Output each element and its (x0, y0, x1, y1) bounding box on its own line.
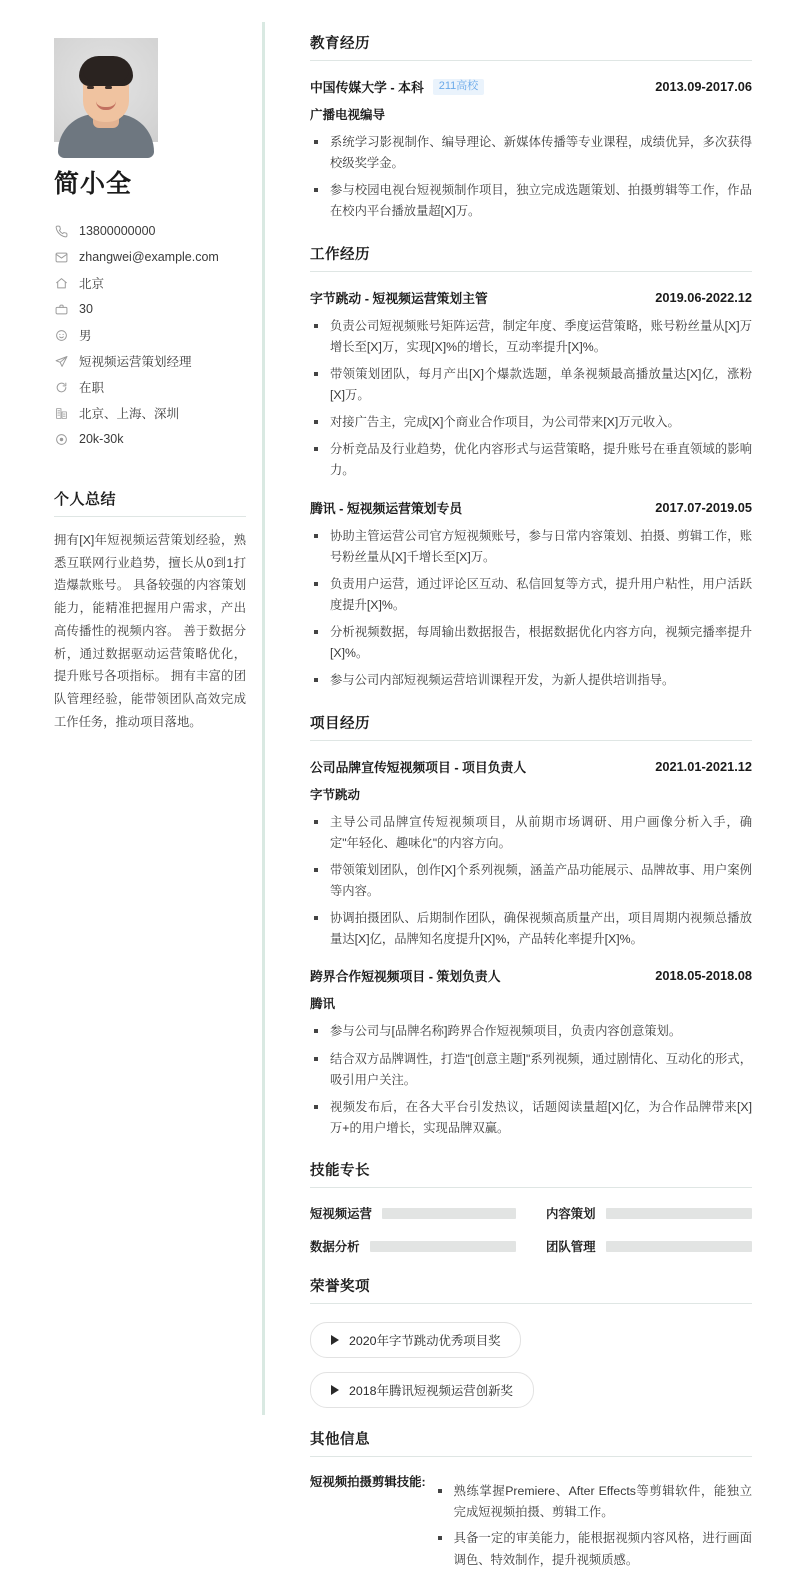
contact-salary (54, 426, 236, 452)
list-item: 熟练掌握Premiere、After Effects等剪辑软件，能独立完成短视频拍摄、剪辑工作。 (434, 1481, 752, 1523)
list-item: 主导公司品牌宣传短视频项目，从前期市场调研、用户画像分析入手，确定"年轻化、趣味化"的内容方向。 (310, 812, 752, 854)
column-divider (262, 22, 265, 1415)
work-bullets (310, 316, 752, 482)
list-item: 带领策划团队，创作[X]个系列视频，涵盖产品功能展示、品牌故事、用户案例等内容。 (310, 860, 752, 902)
education-school: 中国传媒大学 - 本科 (310, 80, 424, 95)
education-date: 2013.09-2017.06 (655, 79, 752, 94)
list-item: 对接广告主，完成[X]个商业合作项目，为公司带来[X]万元收入。 (310, 412, 752, 433)
contact-job-target (54, 348, 236, 374)
skill-label: 内容策划 (546, 1207, 596, 1222)
avatar-eye-right (105, 86, 112, 89)
award-chip[interactable] (310, 1322, 521, 1358)
project-date: 2021.01-2021.12 (655, 758, 752, 774)
play-triangle-icon (331, 1335, 339, 1345)
contact-gender-value: 男 (79, 329, 92, 343)
work-title: 腾讯 - 短视频运营策划专员 (310, 500, 463, 516)
work-entry (310, 288, 752, 482)
project-title: 跨界合作短视频项目 - 策划负责人 (310, 969, 501, 985)
list-item: 带领策划团队，每月产出[X]个爆款选题，单条视频最高播放量达[X]亿，涨粉[X]万。 (310, 364, 752, 406)
contact-email (54, 244, 236, 270)
list-item: 协助主管运营公司官方短视频账号，参与日常内容策划、拍摄、剪辑工作，账号粉丝量从[X]千增长至[X]万。 (310, 526, 752, 568)
work-entry-head (310, 498, 752, 517)
project-company: 字节跳动 (310, 787, 361, 802)
education-section (310, 32, 752, 223)
project-entry-head (310, 757, 752, 776)
award-label: 2020年字节跳动优秀项目奖 (349, 1334, 501, 1349)
list-item: 视频发布后，在各大平台引发热议，话题阅读量超[X]亿，为合作品牌带来[X]万+的用户增长，实现品牌双赢。 (310, 1097, 752, 1139)
skill-label: 团队管理 (546, 1240, 596, 1255)
project-entry (310, 757, 752, 951)
project-bullets (310, 1021, 752, 1139)
education-major: 广播电视编导 (310, 108, 386, 122)
contact-phone-value: 13800000000 (79, 224, 156, 238)
contact-cities-value: 北京、上海、深圳 (79, 407, 180, 421)
status-badge: 211高校 (433, 79, 485, 95)
other-info-row (310, 1472, 752, 1576)
skill-row (310, 1237, 516, 1255)
project-bullets (310, 812, 752, 951)
contact-list (54, 218, 236, 452)
list-item: 参与公司内部短视频运营培训课程开发，为新人提供培训指导。 (310, 670, 752, 691)
work-date: 2017.07-2019.05 (655, 499, 752, 515)
contact-cities (54, 400, 236, 426)
avatar-hair (79, 56, 133, 86)
list-item: 结合双方品牌调性，打造"[创意主题]"系列视频，通过剧情化、互动化的形式，吸引用户关注。 (310, 1049, 752, 1091)
avatar-eye-left (87, 86, 94, 89)
contact-gender (54, 322, 236, 348)
face-icon (54, 328, 68, 342)
contact-salary-value: 20k-30k (79, 432, 124, 446)
contact-job-status-value: 在职 (79, 381, 105, 395)
play-triangle-icon (331, 1385, 339, 1395)
awards-section (310, 1275, 752, 1408)
list-item: 具备一定的审美能力，能根据视频内容风格，进行画面调色、特效制作，提升视频质感。 (434, 1528, 752, 1570)
contact-age-value: 30 (79, 302, 93, 316)
skill-progress-track (606, 1241, 752, 1252)
other-info-heading: 其他信息 (310, 1428, 752, 1457)
project-title: 公司品牌宣传短视频项目 - 项目负责人 (310, 759, 527, 775)
list-item: 协调拍摄团队、后期制作团队，确保视频高质量产出，项目周期内视频总播放量达[X]亿，品牌知名度提升[X]%，产品转化率提升[X]%。 (310, 908, 752, 950)
project-date: 2018.05-2018.08 (655, 968, 752, 984)
skill-row (546, 1204, 752, 1222)
refresh-icon (54, 380, 68, 394)
awards-row (310, 1322, 752, 1408)
skills-grid (310, 1204, 752, 1255)
education-bullets (310, 132, 752, 223)
contact-location-value: 北京 (79, 277, 105, 291)
skill-row (310, 1204, 516, 1222)
work-date: 2019.06-2022.12 (655, 289, 752, 305)
project-entry (310, 966, 752, 1139)
phone-icon (54, 224, 68, 238)
summary-text: 拥有[X]年短视频运营策划经验，熟悉互联网行业趋势，擅长从0到1打造爆款账号。 具备较强的内容策划能力，能精准把握用户需求，产出高传播性的视频内容。 善于数据分析，通过数据驱动运营策略优化，提升账号各项指标。 拥有丰富的团队管理经验，能带领团队高效完成工作任务，推动项目落地。 (54, 533, 246, 729)
award-chip[interactable] (310, 1372, 534, 1408)
work-entry (310, 498, 752, 692)
skills-heading: 技能专长 (310, 1159, 752, 1188)
education-heading: 教育经历 (310, 32, 752, 61)
contact-job-status (54, 374, 236, 400)
target-icon (54, 432, 68, 446)
skill-label: 短视频运营 (310, 1207, 372, 1222)
skill-label: 数据分析 (310, 1240, 360, 1255)
list-item: 负责用户运营，通过评论区互动、私信回复等方式，提升用户粘性，用户活跃度提升[X]%。 (310, 574, 752, 616)
work-section (310, 243, 752, 692)
award-label: 2018年腾讯短视频运营创新奖 (349, 1384, 513, 1399)
education-school-line (310, 77, 484, 96)
project-entry-head (310, 966, 752, 985)
other-info-section (310, 1428, 752, 1576)
other-info-label: 短视频拍摄剪辑技能: (310, 1475, 426, 1490)
list-item: 分析竞品及行业趋势，优化内容形式与运营策略，提升账号在垂直领域的影响力。 (310, 439, 752, 481)
skill-row (546, 1237, 752, 1255)
education-entry-head (310, 77, 752, 96)
skill-progress-track (382, 1208, 516, 1219)
list-item: 系统学习影视制作、编导理论、新媒体传播等专业课程，成绩优异，多次获得校级奖学金。 (310, 132, 752, 174)
list-item: 参与校园电视台短视频制作项目，独立完成选题策划、拍摄剪辑等工作，作品在校内平台播放量超[X]万。 (310, 180, 752, 222)
home-icon (54, 276, 68, 290)
projects-section (310, 712, 752, 1140)
list-item: 参与公司与[品牌名称]跨界合作短视频项目，负责内容创意策划。 (310, 1021, 752, 1042)
contact-location (54, 270, 236, 296)
contact-email-value: zhangwei@example.com (79, 250, 219, 264)
work-title: 字节跳动 - 短视频运营策划主管 (310, 290, 488, 306)
main-column (264, 0, 794, 1567)
projects-heading: 项目经历 (310, 712, 752, 741)
work-bullets (310, 526, 752, 692)
education-entry (310, 77, 752, 223)
other-info-body (434, 1472, 752, 1576)
project-company: 腾讯 (310, 997, 336, 1012)
paper-plane-icon (54, 354, 68, 368)
contact-job-target-value: 短视频运营策划经理 (79, 355, 192, 369)
skill-progress-track (370, 1241, 516, 1252)
contact-age (54, 296, 236, 322)
skills-section (310, 1159, 752, 1255)
summary-heading: 个人总结 (54, 488, 246, 517)
avatar (54, 38, 158, 142)
other-info-bullets (434, 1481, 752, 1571)
list-item: 分析视频数据，每周输出数据报告，根据数据优化内容方向，视频完播率提升[X]%。 (310, 622, 752, 664)
candidate-name: 简小全 (54, 170, 133, 198)
building-icon (54, 406, 68, 420)
briefcase-icon (54, 302, 68, 316)
list-item: 负责公司短视频账号矩阵运营，制定年度、季度运营策略，账号粉丝量从[X]万增长至[X]万，实现[X]%的增长，互动率提升[X]%。 (310, 316, 752, 358)
contact-phone (54, 218, 236, 244)
envelope-icon (54, 250, 68, 264)
sidebar (0, 0, 264, 1430)
skill-progress-track (606, 1208, 752, 1219)
work-heading: 工作经历 (310, 243, 752, 272)
awards-heading: 荣誉奖项 (310, 1275, 752, 1304)
work-entry-head (310, 288, 752, 307)
summary-section (54, 488, 246, 734)
